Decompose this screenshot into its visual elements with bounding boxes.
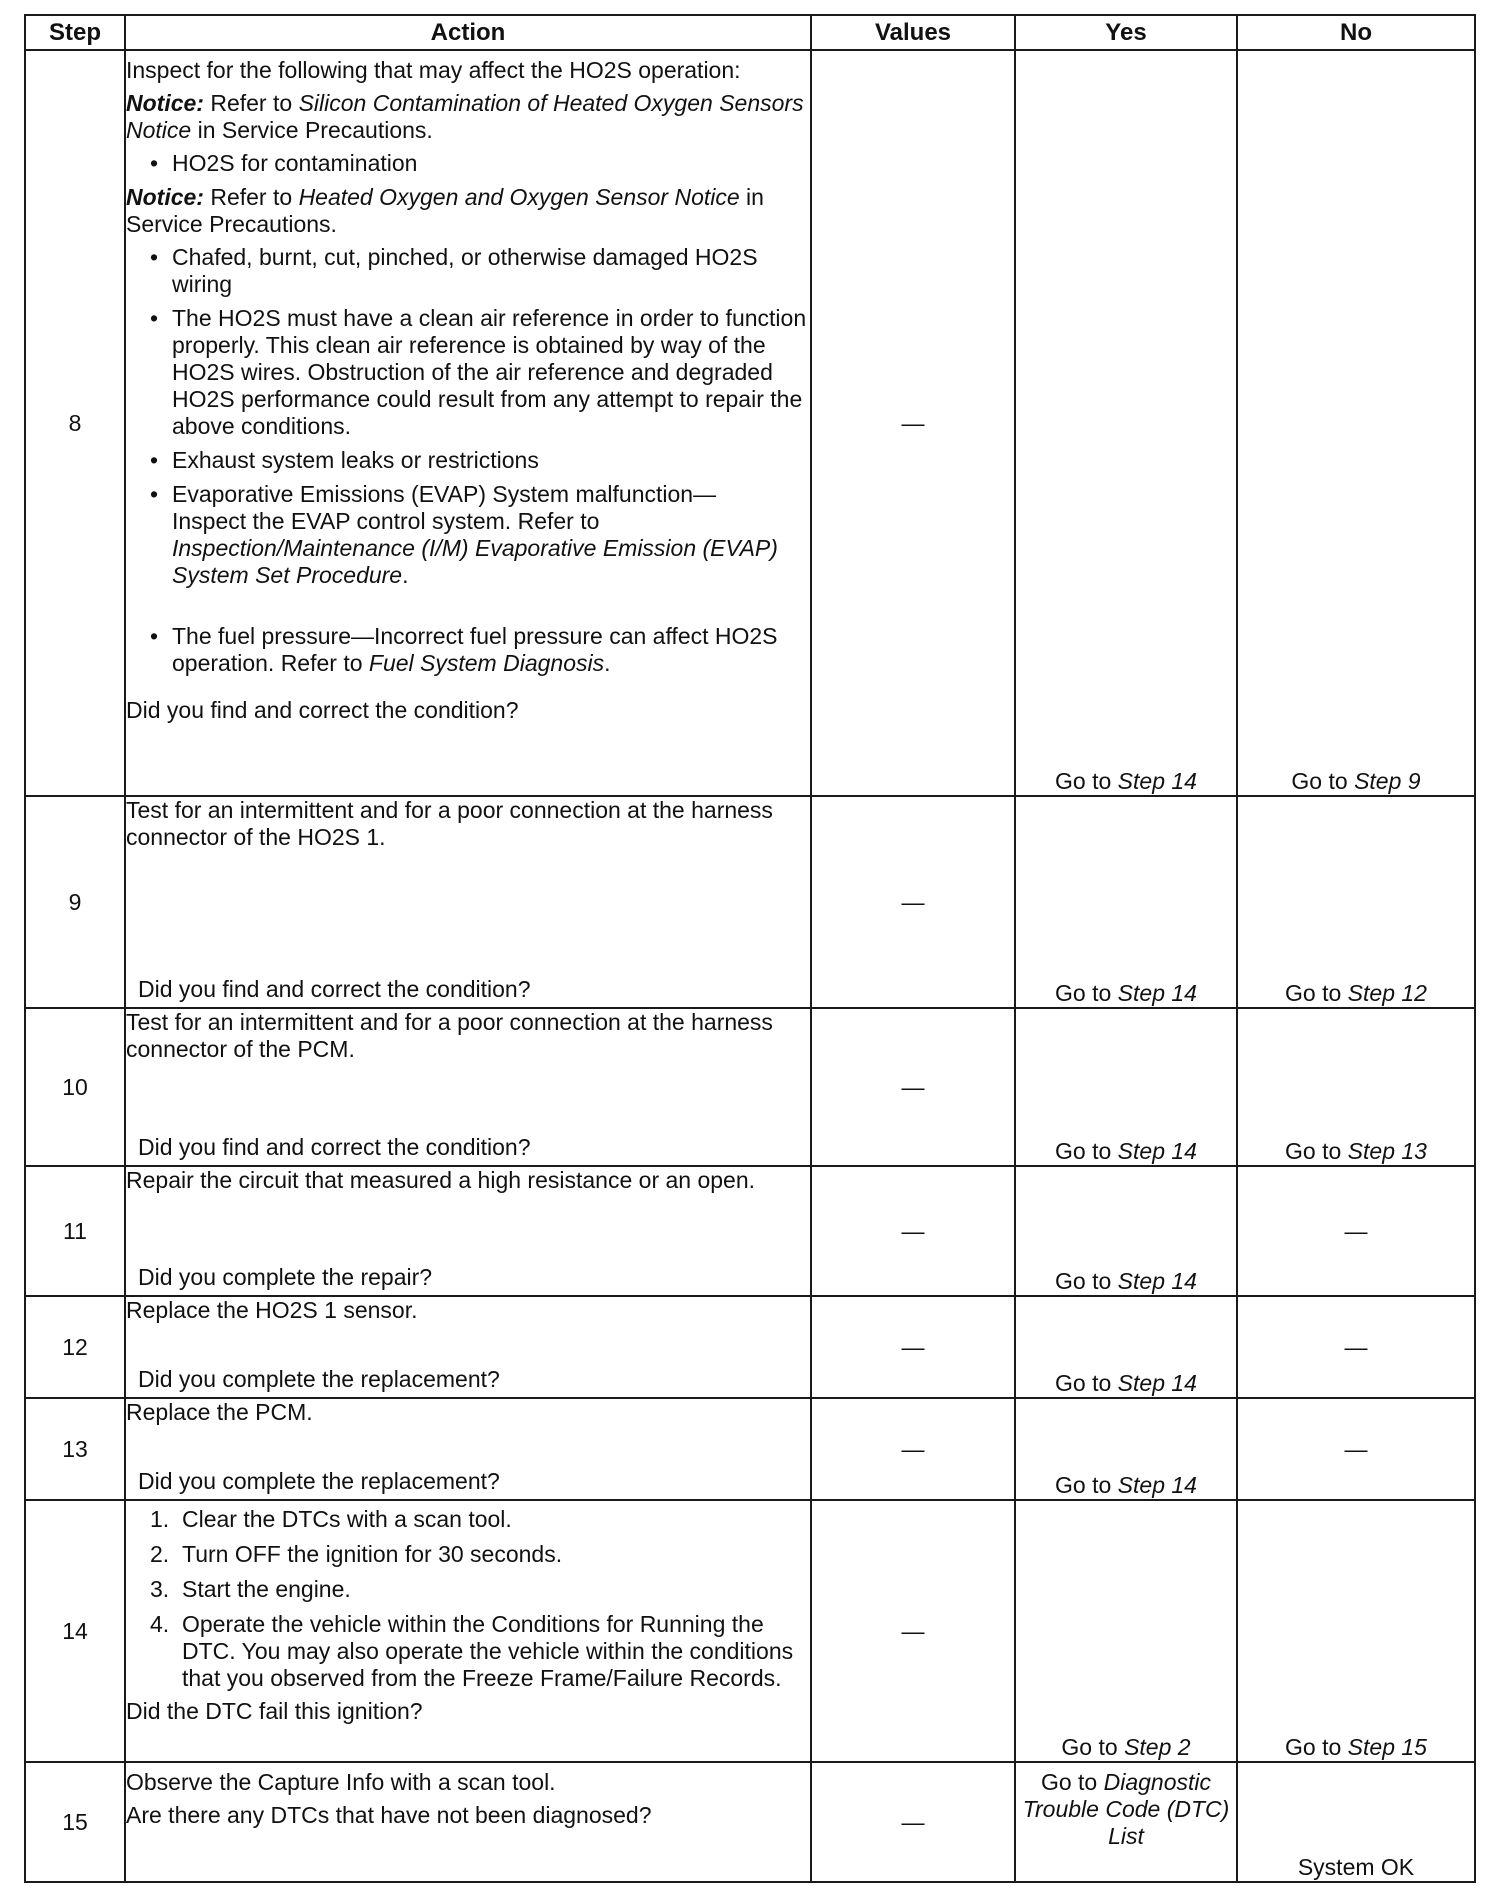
notice-reference: Heated Oxygen and Oxygen Sensor Notice	[298, 184, 740, 210]
yes-step-link[interactable]: Step 14	[1117, 1138, 1197, 1164]
action-cell	[125, 1500, 811, 1762]
yes-cell	[1015, 50, 1237, 796]
yes-step-link[interactable]: Step 14	[1117, 1268, 1197, 1294]
header-values: Values	[811, 15, 1015, 50]
bullet-icon: •	[150, 305, 159, 331]
no-cell: System OK	[1237, 1762, 1475, 1882]
action-text: Replace the PCM.	[126, 1399, 313, 1425]
list-item-text: Clear the DTCs with a scan tool.	[182, 1506, 512, 1532]
step-number: 13	[25, 1398, 125, 1500]
no-step-link[interactable]: Step 9	[1354, 768, 1421, 794]
list-item-text: .	[604, 650, 611, 676]
list-item	[126, 1506, 810, 1533]
yes-cell	[1015, 1296, 1237, 1398]
header-step: Step	[25, 15, 125, 50]
no-cell: —	[1237, 1398, 1475, 1500]
yes-cell	[1015, 1398, 1237, 1500]
action-cell	[125, 1008, 811, 1166]
list-item	[126, 305, 810, 440]
yes-step-link[interactable]: Step 2	[1124, 1734, 1191, 1760]
step-number: 8	[25, 50, 125, 796]
bullet-icon: •	[150, 447, 159, 473]
notice-text: in Service Precautions.	[191, 117, 433, 143]
values-cell: —	[811, 1166, 1015, 1296]
no-step-link[interactable]: Step 12	[1347, 980, 1427, 1006]
list-item-text: The HO2S must have a clean air reference in order to function properly. This clean air reference is obtained by way of the HO2S wires. Obstruction of the air reference and degraded HO2S performance could result from any attempt to repair the above conditions.	[172, 305, 807, 439]
list-item	[126, 150, 810, 177]
list-item	[126, 1576, 810, 1603]
values-cell: —	[811, 50, 1015, 796]
list-item	[126, 623, 810, 677]
action-text: Repair the circuit that measured a high resistance or an open.	[126, 1167, 756, 1193]
action-question: Did you complete the replacement?	[138, 1468, 500, 1494]
yes-text: Go to	[1055, 768, 1118, 794]
no-cell: —	[1237, 1166, 1475, 1296]
values-cell: —	[811, 796, 1015, 1008]
bullet-icon: •	[150, 623, 159, 649]
notice-label: Notice:	[126, 90, 204, 116]
step-number: 9	[25, 796, 125, 1008]
list-item-text: Evaporative Emissions (EVAP) System malfunction—Inspect the EVAP control system. Refer to	[172, 481, 717, 534]
values-cell: —	[811, 1398, 1015, 1500]
table-row-step-11	[25, 1166, 1475, 1296]
step-number: 10	[25, 1008, 125, 1166]
list-item	[126, 1611, 810, 1692]
no-cell	[1237, 50, 1475, 796]
bullet-icon: •	[150, 150, 159, 176]
yes-text: Go to	[1055, 1370, 1118, 1396]
action-cell	[125, 1398, 811, 1500]
yes-cell	[1015, 1008, 1237, 1166]
no-text: Go to	[1285, 1734, 1348, 1760]
no-text: Go to	[1285, 980, 1348, 1006]
list-item	[126, 481, 810, 589]
notice-label: Notice:	[126, 184, 204, 210]
table-row-step-13	[25, 1398, 1475, 1500]
yes-step-link[interactable]: Step 14	[1117, 1370, 1197, 1396]
diagnostic-table-page	[24, 14, 1474, 1883]
yes-step-link[interactable]: Step 14	[1117, 768, 1197, 794]
list-item-text: Chafed, burnt, cut, pinched, or otherwise damaged HO2S wiring	[172, 244, 758, 297]
no-text: Go to	[1285, 1138, 1348, 1164]
list-item-reference: Inspection/Maintenance (I/M) Evaporative Emission (EVAP) System Set Procedure	[172, 535, 778, 588]
list-item	[126, 1541, 810, 1568]
action-question: Did you find and correct the condition?	[126, 697, 519, 723]
list-item-text: HO2S for contamination	[172, 150, 418, 176]
action-intro: Inspect for the following that may affect the HO2S operation:	[126, 57, 741, 83]
list-item-number: 1.	[150, 1506, 170, 1532]
yes-cell	[1015, 1500, 1237, 1762]
yes-step-link[interactable]: Step 14	[1117, 1472, 1197, 1498]
action-question: Are there any DTCs that have not been diagnosed?	[126, 1802, 652, 1828]
table-row-step-14	[25, 1500, 1475, 1762]
list-item-text: .	[402, 562, 409, 588]
no-text: Go to	[1291, 768, 1355, 794]
yes-text: Go to	[1061, 1734, 1125, 1760]
action-question: Did you complete the repair?	[138, 1264, 433, 1290]
yes-cell	[1015, 1166, 1237, 1296]
numbered-list	[126, 1506, 810, 1692]
header-no: No	[1237, 15, 1475, 50]
list-item-text: Exhaust system leaks or restrictions	[172, 447, 539, 473]
action-cell	[125, 1296, 811, 1398]
list-item	[126, 447, 810, 474]
list-item-reference: Fuel System Diagnosis	[368, 650, 605, 676]
action-text: Test for an intermittent and for a poor connection at the harness connector of the PCM.	[126, 1009, 773, 1062]
list-item-text: The fuel pressure—Incorrect fuel pressure can affect HO2S operation. Refer to	[172, 623, 778, 676]
action-text: Observe the Capture Info with a scan tool.	[126, 1769, 556, 1795]
bullet-icon: •	[150, 244, 159, 270]
step-number: 11	[25, 1166, 125, 1296]
no-step-link[interactable]: Step 13	[1347, 1138, 1427, 1164]
header-yes: Yes	[1015, 15, 1237, 50]
no-cell	[1237, 1008, 1475, 1166]
yes-text: Go to	[1055, 1472, 1118, 1498]
notice	[126, 90, 810, 144]
table-row-step-8	[25, 50, 1475, 796]
list-item-number: 4.	[150, 1611, 170, 1637]
action-question: Did the DTC fail this ignition?	[126, 1698, 423, 1724]
yes-step-link[interactable]: Step 14	[1117, 980, 1197, 1006]
header-row	[25, 15, 1475, 50]
no-cell	[1237, 796, 1475, 1008]
table-row-step-15	[25, 1762, 1475, 1882]
yes-text: Go to	[1055, 1138, 1118, 1164]
yes-cell	[1015, 1762, 1237, 1882]
step-number: 15	[25, 1762, 125, 1882]
list-item	[126, 244, 810, 298]
step-number: 12	[25, 1296, 125, 1398]
yes-text: Go to	[1040, 1769, 1104, 1795]
values-cell: —	[811, 1296, 1015, 1398]
action-question: Did you complete the replacement?	[138, 1366, 500, 1392]
values-cell: —	[811, 1008, 1015, 1166]
no-cell: —	[1237, 1296, 1475, 1398]
diagnostic-table	[24, 14, 1476, 1883]
bullet-icon: •	[150, 481, 159, 507]
table-row-step-9	[25, 796, 1475, 1008]
notice-text: Refer to	[203, 90, 299, 116]
yes-text: Go to	[1055, 1268, 1118, 1294]
action-question: Did you find and correct the condition?	[138, 1134, 531, 1160]
list-item-number: 3.	[150, 1576, 170, 1602]
yes-text: Go to	[1055, 980, 1118, 1006]
list-item-text: Turn OFF the ignition for 30 seconds.	[182, 1541, 563, 1567]
action-question: Did you find and correct the condition?	[138, 976, 531, 1002]
action-cell	[125, 1762, 811, 1882]
yes-cell	[1015, 796, 1237, 1008]
header-action: Action	[125, 15, 811, 50]
step-number: 14	[25, 1500, 125, 1762]
values-cell: —	[811, 1762, 1015, 1882]
no-cell	[1237, 1500, 1475, 1762]
action-cell	[125, 1166, 811, 1296]
table-row-step-10	[25, 1008, 1475, 1166]
action-cell	[125, 50, 811, 796]
notice	[126, 184, 810, 238]
action-text: Test for an intermittent and for a poor connection at the harness connector of the HO2S 1.	[126, 797, 773, 850]
list-item-text: Operate the vehicle within the Conditions for Running the DTC. You may also operate the vehicle within the conditions that you observed from the Freeze Frame/Failure Records.	[182, 1611, 794, 1691]
list-item-number: 2.	[150, 1541, 170, 1567]
action-text: Replace the HO2S 1 sensor.	[126, 1297, 418, 1323]
notice-text: in Service Precautions.	[126, 184, 764, 237]
values-cell: —	[811, 1500, 1015, 1762]
notice-text: Refer to	[203, 184, 299, 210]
table-row-step-12	[25, 1296, 1475, 1398]
action-cell	[125, 796, 811, 1008]
notice-reference: Silicon Contamination of Heated Oxygen Sensors Notice	[126, 90, 804, 143]
list-item-text: Start the engine.	[182, 1576, 351, 1602]
yes-step-link[interactable]: Diagnostic Trouble Code (DTC) List	[1022, 1769, 1230, 1849]
bullet-list	[126, 244, 810, 677]
no-step-link[interactable]: Step 15	[1347, 1734, 1427, 1760]
bullet-list	[126, 150, 810, 177]
